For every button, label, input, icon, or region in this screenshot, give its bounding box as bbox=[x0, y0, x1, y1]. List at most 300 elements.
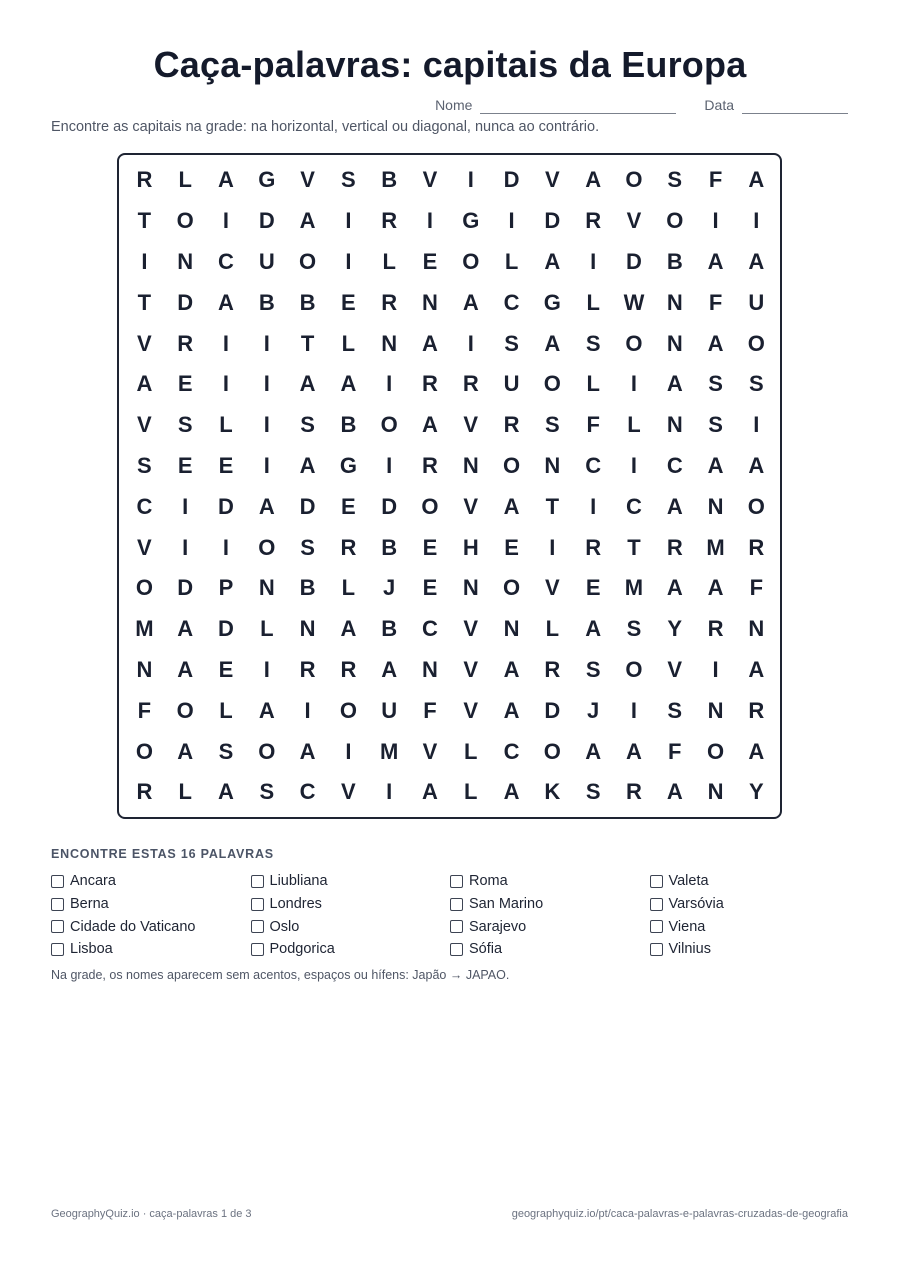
grid-cell[interactable]: G bbox=[462, 208, 480, 234]
grid-cell[interactable]: S bbox=[667, 697, 683, 723]
grid-cell[interactable]: I bbox=[753, 208, 760, 234]
grid-cell[interactable]: V bbox=[463, 697, 479, 723]
grid-cell[interactable]: N bbox=[136, 656, 153, 682]
word-label: Lisboa bbox=[70, 941, 113, 958]
grid-cell[interactable]: E bbox=[218, 452, 234, 478]
word-list-item[interactable] bbox=[251, 938, 451, 961]
grid-cell[interactable]: V bbox=[422, 738, 438, 764]
grid-cell[interactable]: I bbox=[345, 208, 352, 234]
grid-cell[interactable]: I bbox=[386, 452, 393, 478]
grid-cell[interactable]: V bbox=[545, 167, 560, 193]
grid-cell[interactable]: O bbox=[706, 738, 725, 764]
grid-cell[interactable]: L bbox=[545, 616, 560, 642]
grid-cell[interactable]: A bbox=[340, 371, 357, 397]
grid-cell[interactable]: A bbox=[299, 371, 316, 397]
grid-cell[interactable]: R bbox=[381, 289, 398, 315]
grid-cell[interactable]: R bbox=[299, 656, 316, 682]
grid-cell[interactable]: I bbox=[630, 452, 638, 478]
word-list-item[interactable] bbox=[251, 893, 451, 916]
checkbox-icon[interactable] bbox=[450, 943, 463, 956]
grid-cell[interactable]: F bbox=[708, 167, 723, 193]
grid-cell[interactable]: R bbox=[381, 208, 398, 234]
grid-cell[interactable]: I bbox=[712, 656, 719, 682]
grid-cell[interactable]: V bbox=[300, 167, 315, 193]
grid-cell[interactable]: M bbox=[135, 616, 154, 642]
grid-cell[interactable]: A bbox=[585, 738, 602, 764]
grid-cell[interactable]: V bbox=[463, 656, 479, 682]
grid-cell[interactable]: I bbox=[590, 248, 597, 274]
grid-cell[interactable]: R bbox=[422, 371, 438, 397]
grid-cell[interactable]: A bbox=[218, 167, 234, 193]
grid-cell[interactable]: E bbox=[218, 656, 234, 682]
grid-cell[interactable]: S bbox=[585, 779, 601, 805]
grid-cell[interactable]: O bbox=[135, 738, 153, 764]
grid-cell[interactable]: V bbox=[545, 575, 560, 601]
grid-cell[interactable]: P bbox=[218, 575, 234, 601]
grid-cell[interactable]: A bbox=[585, 616, 602, 642]
grid-cell[interactable]: V bbox=[137, 412, 152, 438]
grid-cell[interactable]: I bbox=[222, 534, 230, 560]
word-label: Podgorica bbox=[269, 941, 335, 958]
grid-cell[interactable]: A bbox=[258, 697, 275, 723]
grid-cell[interactable]: L bbox=[219, 412, 233, 438]
grid-cell[interactable]: L bbox=[260, 616, 274, 642]
checkbox-icon[interactable] bbox=[650, 920, 663, 933]
grid-cell[interactable]: I bbox=[222, 371, 230, 397]
footer-left: GeographyQuiz.io · caça-palavras 1 de 3 bbox=[51, 1208, 252, 1220]
name-line[interactable] bbox=[480, 98, 676, 114]
grid-cell[interactable]: A bbox=[707, 330, 724, 356]
grid-cell[interactable]: I bbox=[630, 697, 638, 723]
grid-cell[interactable]: V bbox=[341, 779, 356, 805]
grid-cell[interactable]: C bbox=[503, 738, 520, 764]
grid-cell[interactable]: B bbox=[381, 167, 398, 193]
grid-cell[interactable]: A bbox=[666, 575, 683, 601]
grid-cell[interactable]: L bbox=[382, 248, 396, 274]
grid-cell[interactable]: O bbox=[339, 697, 357, 723]
name-label: Nome bbox=[435, 97, 473, 113]
grid-cell[interactable]: V bbox=[137, 330, 152, 356]
grid-cell[interactable]: O bbox=[258, 534, 276, 560]
grid-cell[interactable]: A bbox=[748, 738, 765, 764]
grid-cell[interactable]: D bbox=[218, 616, 234, 642]
grid-cell[interactable]: V bbox=[463, 412, 479, 438]
checkbox-icon[interactable] bbox=[450, 898, 463, 911]
grid-cell[interactable]: U bbox=[258, 248, 275, 274]
grid-cell[interactable]: L bbox=[627, 412, 641, 438]
grid-cell[interactable]: J bbox=[383, 575, 396, 601]
grid-cell[interactable]: D bbox=[544, 208, 561, 234]
grid-cell[interactable]: O bbox=[176, 697, 194, 723]
word-list bbox=[51, 870, 851, 961]
grid-cell[interactable]: I bbox=[508, 208, 515, 234]
word-list-item[interactable] bbox=[450, 938, 650, 961]
grid-cell[interactable]: R bbox=[503, 412, 520, 438]
grid-cell[interactable]: A bbox=[503, 697, 520, 723]
grid-cell[interactable]: I bbox=[386, 779, 393, 805]
grid-cell[interactable]: V bbox=[463, 493, 479, 519]
grid-cell[interactable]: E bbox=[177, 452, 193, 478]
grid-cell[interactable]: R bbox=[585, 534, 602, 560]
word-label: Londres bbox=[269, 896, 322, 913]
grid-cell[interactable]: R bbox=[136, 167, 153, 193]
grid-cell[interactable]: A bbox=[707, 248, 724, 274]
grid-cell[interactable]: A bbox=[503, 779, 520, 805]
word-list-item[interactable] bbox=[51, 915, 251, 938]
grid-cell[interactable]: O bbox=[747, 493, 765, 519]
footer-right: geographyquiz.io/pt/caca-palavras-e-palavras-cruzadas-de-geografia bbox=[511, 1208, 848, 1220]
grid-cell[interactable]: T bbox=[627, 534, 641, 560]
grid-cell[interactable]: C bbox=[503, 289, 520, 315]
grid-cell[interactable]: O bbox=[258, 738, 276, 764]
grid-cell[interactable]: Y bbox=[749, 779, 764, 805]
grid-cell[interactable]: N bbox=[707, 779, 724, 805]
grid-cell[interactable]: B bbox=[666, 248, 683, 274]
grid-cell[interactable]: C bbox=[626, 493, 642, 519]
grid-cell[interactable]: O bbox=[747, 330, 765, 356]
grid-cell[interactable]: A bbox=[340, 616, 357, 642]
grid-cell[interactable]: O bbox=[421, 493, 439, 519]
grid-cell[interactable]: R bbox=[666, 534, 683, 560]
grid-cell[interactable]: W bbox=[623, 289, 645, 315]
grid-cell[interactable]: R bbox=[136, 779, 153, 805]
grid-cell[interactable]: H bbox=[462, 534, 479, 560]
checkbox-icon[interactable] bbox=[251, 898, 264, 911]
grid-cell[interactable]: F bbox=[423, 697, 437, 723]
grid-cell[interactable]: S bbox=[300, 412, 315, 438]
word-list-item[interactable] bbox=[450, 870, 650, 893]
checkbox-icon[interactable] bbox=[251, 875, 264, 888]
grid-cell[interactable]: I bbox=[141, 248, 148, 274]
grid-cell[interactable]: I bbox=[263, 412, 270, 438]
grid-cell[interactable]: U bbox=[503, 371, 520, 397]
grid-cell[interactable]: L bbox=[341, 575, 356, 601]
grid-cell[interactable]: S bbox=[259, 779, 275, 805]
grid-cell[interactable]: A bbox=[258, 493, 275, 519]
grid-cell[interactable]: N bbox=[707, 493, 724, 519]
grid-cell[interactable]: R bbox=[544, 656, 561, 682]
grid-cell[interactable]: S bbox=[300, 534, 315, 560]
grid-cell[interactable]: S bbox=[749, 371, 764, 397]
grid-cell[interactable]: S bbox=[626, 616, 642, 642]
grid-cell[interactable]: C bbox=[422, 616, 438, 642]
grid-cell[interactable]: N bbox=[381, 330, 398, 356]
grid-cell[interactable]: M bbox=[624, 575, 644, 601]
grid-cell[interactable]: A bbox=[177, 616, 194, 642]
grid-cell[interactable]: O bbox=[625, 167, 643, 193]
grid-cell[interactable]: A bbox=[748, 167, 765, 193]
grid-cell[interactable]: A bbox=[707, 452, 724, 478]
grid-cell[interactable]: F bbox=[668, 738, 682, 764]
grid-cell[interactable]: O bbox=[543, 738, 561, 764]
grid-cell[interactable]: I bbox=[263, 656, 270, 682]
checkbox-icon[interactable] bbox=[51, 943, 64, 956]
word-list-item[interactable] bbox=[650, 870, 850, 893]
grid-cell[interactable]: B bbox=[299, 575, 316, 601]
grid-cell[interactable]: I bbox=[345, 248, 352, 274]
grid-cell[interactable]: A bbox=[177, 738, 194, 764]
grid-cell[interactable]: V bbox=[626, 208, 642, 234]
grid-cell[interactable]: I bbox=[222, 330, 230, 356]
grid-cell[interactable]: O bbox=[625, 656, 643, 682]
grid-cell[interactable]: A bbox=[748, 656, 765, 682]
word-label: Liubliana bbox=[269, 873, 328, 890]
grid-cell[interactable]: S bbox=[585, 330, 601, 356]
word-list-item[interactable] bbox=[650, 915, 850, 938]
grid-cell[interactable]: O bbox=[380, 412, 398, 438]
word-list-item[interactable] bbox=[650, 893, 850, 916]
grid-cell[interactable]: A bbox=[218, 779, 234, 805]
grid-cell[interactable]: T bbox=[300, 330, 315, 356]
grid-cell[interactable]: G bbox=[258, 167, 276, 193]
grid-cell[interactable]: U bbox=[748, 289, 765, 315]
grid-cell[interactable]: B bbox=[340, 412, 357, 438]
grid-cell[interactable]: A bbox=[544, 330, 561, 356]
grid-cell[interactable]: R bbox=[585, 208, 602, 234]
grid-cell[interactable]: T bbox=[137, 289, 152, 315]
grid-cell[interactable]: O bbox=[462, 248, 480, 274]
grid-cell[interactable]: R bbox=[707, 616, 724, 642]
grid-cell[interactable]: A bbox=[503, 656, 520, 682]
grid-cell[interactable]: I bbox=[753, 412, 760, 438]
grid-cell[interactable]: A bbox=[218, 289, 234, 315]
grid-cell[interactable]: L bbox=[504, 248, 519, 274]
grid-cell[interactable]: V bbox=[422, 167, 438, 193]
grid-cell[interactable]: S bbox=[177, 412, 193, 438]
grid-cell[interactable]: C bbox=[585, 452, 602, 478]
grid-cell[interactable]: I bbox=[182, 493, 189, 519]
grid-cell[interactable]: A bbox=[503, 493, 520, 519]
grid-cell[interactable]: V bbox=[667, 656, 683, 682]
grid-cell[interactable]: R bbox=[340, 656, 357, 682]
checkbox-icon[interactable] bbox=[450, 875, 463, 888]
grid-cell[interactable]: L bbox=[586, 289, 600, 315]
grid-cell[interactable]: R bbox=[422, 452, 438, 478]
grid-cell[interactable]: O bbox=[543, 371, 561, 397]
grid-cell[interactable]: C bbox=[136, 493, 153, 519]
grid-cell[interactable]: N bbox=[748, 616, 765, 642]
checkbox-icon[interactable] bbox=[251, 920, 264, 933]
word-list-item[interactable] bbox=[450, 893, 650, 916]
grid-cell[interactable]: E bbox=[177, 371, 193, 397]
grid-cell[interactable]: L bbox=[219, 697, 233, 723]
grid-cell[interactable]: L bbox=[341, 330, 356, 356]
grid-cell[interactable]: N bbox=[666, 412, 683, 438]
grid-cell[interactable]: A bbox=[177, 656, 194, 682]
grid-cell[interactable]: F bbox=[586, 412, 600, 438]
word-list-item[interactable] bbox=[251, 870, 451, 893]
grid-cell[interactable]: C bbox=[218, 248, 234, 274]
grid-cell[interactable]: E bbox=[422, 575, 438, 601]
checkbox-icon[interactable] bbox=[51, 920, 64, 933]
grid-cell[interactable]: Y bbox=[667, 616, 683, 642]
checkbox-icon[interactable] bbox=[251, 943, 264, 956]
grid-cell[interactable]: L bbox=[464, 738, 478, 764]
grid-cell[interactable]: V bbox=[137, 534, 152, 560]
grid-cell[interactable]: L bbox=[586, 371, 600, 397]
grid-cell[interactable]: O bbox=[503, 575, 521, 601]
grid-cell[interactable]: U bbox=[381, 697, 398, 723]
grid-cell[interactable]: N bbox=[666, 330, 683, 356]
grid-cell[interactable]: A bbox=[707, 575, 724, 601]
grid-cell[interactable]: I bbox=[263, 452, 270, 478]
grid-cell[interactable]: N bbox=[462, 452, 479, 478]
grid-cell[interactable]: D bbox=[381, 493, 398, 519]
grid-cell[interactable]: O bbox=[625, 330, 643, 356]
grid-cell[interactable]: S bbox=[708, 412, 723, 438]
instructions: Encontre as capitais na grade: na horizontal, vertical ou diagonal, nunca ao contrário. bbox=[51, 119, 600, 135]
grid-cell[interactable]: A bbox=[585, 167, 602, 193]
grid-cell[interactable]: N bbox=[177, 248, 194, 274]
grid-cell[interactable]: A bbox=[136, 371, 153, 397]
grid-cell[interactable]: N bbox=[503, 616, 520, 642]
grid-cell[interactable]: D bbox=[258, 208, 275, 234]
grid-cell[interactable]: I bbox=[467, 167, 474, 193]
grid-cell[interactable]: R bbox=[748, 697, 765, 723]
grid-cell[interactable]: N bbox=[707, 697, 724, 723]
grid-cell[interactable]: T bbox=[137, 208, 152, 234]
grid-cell[interactable]: R bbox=[626, 779, 642, 805]
grid-cell[interactable]: G bbox=[543, 289, 561, 315]
grid-cell[interactable]: E bbox=[422, 534, 438, 560]
grid-cell[interactable]: D bbox=[177, 575, 194, 601]
grid-cell[interactable]: A bbox=[462, 289, 479, 315]
grid-cell[interactable]: A bbox=[666, 779, 683, 805]
grid-cell[interactable]: A bbox=[748, 452, 765, 478]
grid-cell[interactable]: S bbox=[341, 167, 356, 193]
grid-cell[interactable]: A bbox=[626, 738, 642, 764]
grid-cell[interactable]: N bbox=[422, 656, 438, 682]
checkbox-icon[interactable] bbox=[51, 898, 64, 911]
grid-cell[interactable]: I bbox=[712, 208, 719, 234]
grid-cell[interactable]: B bbox=[299, 289, 316, 315]
word-list-item[interactable] bbox=[51, 893, 251, 916]
grid-cell[interactable]: I bbox=[263, 371, 270, 397]
grid-cell[interactable]: D bbox=[544, 697, 561, 723]
grid-cell[interactable]: A bbox=[299, 738, 316, 764]
grid-cell[interactable]: F bbox=[749, 575, 764, 601]
grid-cell[interactable]: I bbox=[630, 371, 638, 397]
grid-cell[interactable]: R bbox=[340, 534, 357, 560]
grid-cell[interactable]: L bbox=[178, 779, 192, 805]
word-list-title: ENCONTRE ESTAS 16 PALAVRAS bbox=[51, 847, 274, 861]
grid-cell[interactable]: D bbox=[177, 289, 194, 315]
grid-cell[interactable]: O bbox=[176, 208, 194, 234]
grid-cell[interactable]: A bbox=[666, 371, 683, 397]
grid-cell[interactable]: I bbox=[182, 534, 189, 560]
grid-cell[interactable]: I bbox=[386, 371, 393, 397]
grid-cell[interactable]: R bbox=[748, 534, 765, 560]
grid-cell[interactable]: A bbox=[666, 493, 683, 519]
grid-cell[interactable]: F bbox=[708, 289, 723, 315]
grid-cell[interactable]: M bbox=[706, 534, 725, 560]
grid-cell[interactable]: D bbox=[503, 167, 520, 193]
grid-cell[interactable]: E bbox=[341, 493, 356, 519]
grid-cell[interactable]: I bbox=[467, 330, 474, 356]
grid-cell[interactable]: I bbox=[426, 208, 434, 234]
grid-cell[interactable]: A bbox=[422, 412, 438, 438]
grid-cell[interactable]: S bbox=[504, 330, 519, 356]
grid-cell[interactable]: E bbox=[504, 534, 519, 560]
grid-cell[interactable]: I bbox=[304, 697, 311, 723]
grid-cell[interactable]: S bbox=[545, 412, 560, 438]
grid-cell[interactable]: D bbox=[218, 493, 234, 519]
grid-cell[interactable]: C bbox=[299, 779, 316, 805]
grid-cell[interactable]: E bbox=[341, 289, 356, 315]
grid-cell[interactable]: S bbox=[708, 371, 723, 397]
checkbox-icon[interactable] bbox=[51, 875, 64, 888]
grid-cell[interactable]: S bbox=[585, 656, 601, 682]
grid-cell[interactable]: E bbox=[585, 575, 601, 601]
grid-cell[interactable]: I bbox=[222, 208, 230, 234]
grid-cell[interactable]: O bbox=[135, 575, 153, 601]
grid-cell[interactable]: I bbox=[263, 330, 270, 356]
grid-cell[interactable]: S bbox=[667, 167, 683, 193]
word-list-item[interactable] bbox=[450, 915, 650, 938]
grid-cell[interactable]: A bbox=[381, 656, 398, 682]
grid-cell[interactable]: N bbox=[258, 575, 275, 601]
grid-cell[interactable]: A bbox=[422, 779, 438, 805]
grid-cell[interactable]: R bbox=[462, 371, 479, 397]
grid-cell[interactable]: O bbox=[503, 452, 521, 478]
grid-cell[interactable]: L bbox=[178, 167, 192, 193]
grid-cell[interactable]: S bbox=[218, 738, 234, 764]
word-list-item[interactable] bbox=[51, 870, 251, 893]
grid-cell[interactable]: V bbox=[463, 616, 479, 642]
grid-cell[interactable]: A bbox=[544, 248, 561, 274]
grid-cell[interactable]: B bbox=[381, 534, 398, 560]
checkbox-icon[interactable] bbox=[650, 943, 663, 956]
grid-cell[interactable]: O bbox=[666, 208, 684, 234]
grid-cell[interactable]: I bbox=[549, 534, 556, 560]
grid-cell[interactable]: N bbox=[544, 452, 561, 478]
grid-cell[interactable]: J bbox=[587, 697, 600, 723]
grid-cell[interactable]: N bbox=[462, 575, 479, 601]
grid-cell[interactable]: K bbox=[544, 779, 561, 805]
grid-cell[interactable]: N bbox=[299, 616, 316, 642]
word-list-item[interactable] bbox=[251, 915, 451, 938]
checkbox-icon[interactable] bbox=[450, 920, 463, 933]
checkbox-icon[interactable] bbox=[650, 875, 663, 888]
grid-cell[interactable]: E bbox=[422, 248, 438, 274]
grid-cell[interactable]: A bbox=[299, 452, 316, 478]
grid-cell[interactable]: I bbox=[345, 738, 352, 764]
grid-cell[interactable]: A bbox=[299, 208, 316, 234]
grid-cell[interactable]: B bbox=[258, 289, 275, 315]
grid-cell[interactable]: N bbox=[422, 289, 438, 315]
grid-cell[interactable]: O bbox=[299, 248, 317, 274]
checkbox-icon[interactable] bbox=[650, 898, 663, 911]
grid-cell[interactable]: D bbox=[299, 493, 316, 519]
grid-cell[interactable]: I bbox=[590, 493, 597, 519]
grid-cell[interactable]: R bbox=[177, 330, 194, 356]
word-list-item[interactable] bbox=[650, 938, 850, 961]
word-list-item[interactable] bbox=[51, 938, 251, 961]
grid-cell[interactable]: F bbox=[137, 697, 152, 723]
grid-cell[interactable]: T bbox=[545, 493, 560, 519]
grid-cell[interactable]: M bbox=[380, 738, 399, 764]
grid-cell[interactable]: C bbox=[666, 452, 683, 478]
grid-cell[interactable]: A bbox=[422, 330, 438, 356]
grid-cell[interactable]: G bbox=[339, 452, 357, 478]
grid-cell[interactable]: S bbox=[137, 452, 152, 478]
grid-cell[interactable]: L bbox=[464, 779, 478, 805]
grid-cell[interactable]: D bbox=[626, 248, 642, 274]
grid-cell[interactable]: B bbox=[381, 616, 398, 642]
date-line[interactable] bbox=[742, 98, 848, 114]
grid-cell[interactable]: A bbox=[748, 248, 765, 274]
grid-cell[interactable]: N bbox=[666, 289, 683, 315]
